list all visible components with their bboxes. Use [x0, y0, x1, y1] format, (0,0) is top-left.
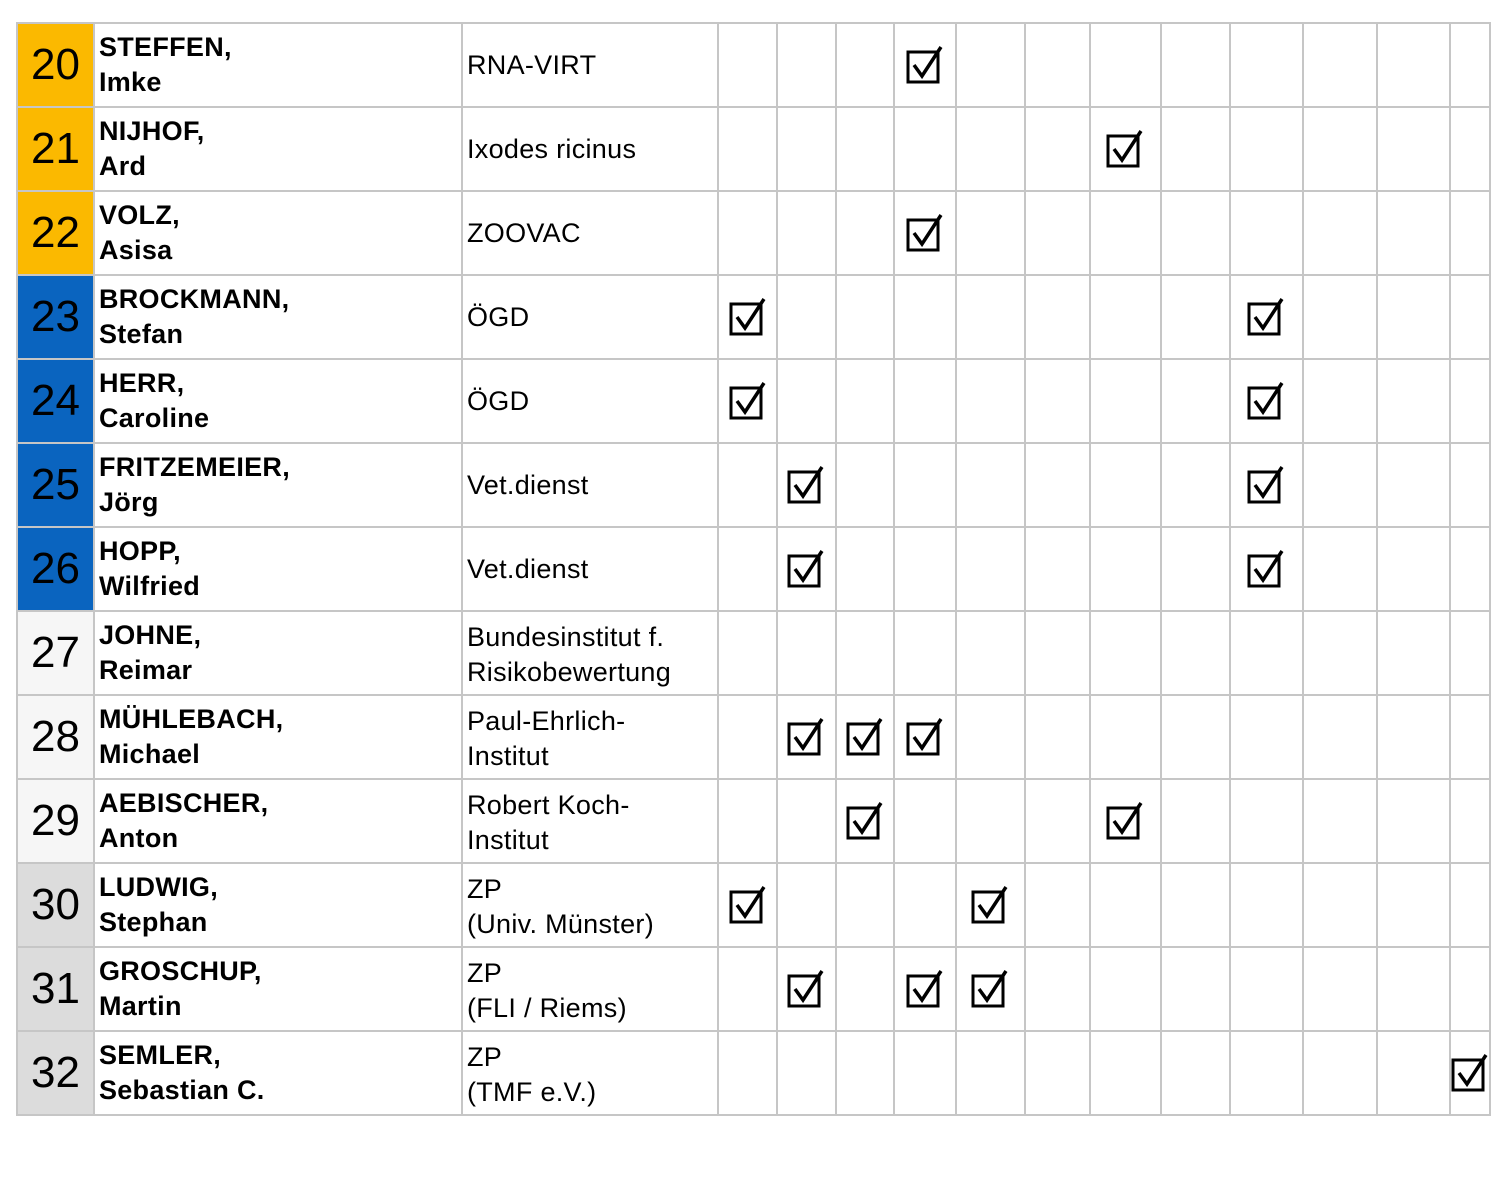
institution-line: ZOOVAC [466, 217, 581, 248]
table-row [17, 779, 1490, 863]
check-cell [777, 359, 835, 443]
check-cell [1025, 527, 1090, 611]
check-cell [777, 443, 835, 527]
check-cell [1161, 275, 1230, 359]
check-cell [1230, 443, 1303, 527]
check-cell [777, 107, 835, 191]
check-cell [1090, 1031, 1161, 1115]
check-cell [836, 527, 894, 611]
check-cell [777, 779, 835, 863]
checkbox-checked-icon [1247, 466, 1285, 504]
firstname: Jörg [98, 487, 159, 517]
check-cell [956, 527, 1025, 611]
participant-name [94, 359, 462, 443]
check-cell [1090, 527, 1161, 611]
checkbox-checked-icon [1106, 130, 1144, 168]
check-cell [777, 695, 835, 779]
check-cell [1450, 23, 1490, 107]
check-cell [894, 23, 956, 107]
check-cell [1025, 191, 1090, 275]
checkbox-checked-icon [729, 298, 767, 336]
institution-line: Paul-Ehrlich- [466, 706, 626, 736]
checkbox-checked-icon [729, 382, 767, 420]
check-cell [1303, 107, 1377, 191]
check-cell [1230, 107, 1303, 191]
firstname: Wilfried [98, 571, 201, 601]
participant-name [94, 191, 462, 275]
surname: MÜHLEBACH, [98, 704, 284, 734]
participant-name [94, 107, 462, 191]
check-cell [1303, 527, 1377, 611]
surname: STEFFEN, [98, 32, 232, 62]
check-cell [1303, 947, 1377, 1031]
institution-line: Risikobewertung [466, 657, 672, 687]
surname: VOLZ, [98, 200, 180, 230]
check-cell [1161, 527, 1230, 611]
participant-name [94, 611, 462, 695]
institution-line: (FLI / Riems) [466, 993, 627, 1023]
check-cell [1303, 1031, 1377, 1115]
firstname: Caroline [98, 403, 210, 433]
firstname: Ard [98, 151, 147, 181]
row-number: 27 [17, 611, 94, 695]
check-cell [718, 779, 777, 863]
check-cell [1450, 611, 1490, 695]
institution [462, 1031, 718, 1115]
checkbox-checked-icon [1106, 802, 1144, 840]
check-cell [894, 863, 956, 947]
check-cell [718, 23, 777, 107]
check-cell [1090, 107, 1161, 191]
participant-name [94, 527, 462, 611]
check-cell [956, 695, 1025, 779]
check-cell [894, 695, 956, 779]
check-cell [1377, 527, 1450, 611]
institution-line: (Univ. Münster) [466, 909, 654, 939]
checkbox-checked-icon [787, 718, 825, 756]
check-cell [956, 443, 1025, 527]
institution-line: ÖGD [466, 385, 530, 416]
check-cell [1450, 947, 1490, 1031]
checkbox-checked-icon [1247, 550, 1285, 588]
checkbox-checked-icon [906, 214, 944, 252]
check-cell [836, 275, 894, 359]
check-cell [1377, 23, 1450, 107]
check-cell [1377, 107, 1450, 191]
check-cell [1161, 779, 1230, 863]
table-row [17, 527, 1490, 611]
participant-name [94, 863, 462, 947]
check-cell [1161, 443, 1230, 527]
institution [462, 359, 718, 443]
institution-line: Institut [466, 825, 549, 855]
check-cell [1303, 779, 1377, 863]
surname: HERR, [98, 368, 185, 398]
firstname: Michael [98, 739, 201, 769]
institution [462, 275, 718, 359]
check-cell [1377, 947, 1450, 1031]
check-cell [1161, 1031, 1230, 1115]
check-cell [718, 359, 777, 443]
check-cell [1303, 443, 1377, 527]
check-cell [1161, 611, 1230, 695]
check-cell [1090, 779, 1161, 863]
institution [462, 611, 718, 695]
check-cell [1025, 695, 1090, 779]
firstname: Asisa [98, 235, 173, 265]
check-cell [1303, 191, 1377, 275]
participant-table [16, 22, 1491, 1116]
check-cell [956, 275, 1025, 359]
institution-line: Vet.dienst [466, 553, 589, 584]
institution-line: ZP [466, 1042, 503, 1072]
institution [462, 107, 718, 191]
check-cell [1450, 443, 1490, 527]
check-cell [836, 23, 894, 107]
check-cell [1161, 107, 1230, 191]
check-cell [956, 611, 1025, 695]
table-row [17, 443, 1490, 527]
check-cell [956, 107, 1025, 191]
check-cell [777, 1031, 835, 1115]
participant-name [94, 23, 462, 107]
check-cell [1450, 695, 1490, 779]
check-cell [777, 611, 835, 695]
institution [462, 23, 718, 107]
check-cell [718, 611, 777, 695]
check-cell [836, 359, 894, 443]
check-cell [1303, 359, 1377, 443]
check-cell [894, 611, 956, 695]
check-cell [1161, 191, 1230, 275]
check-cell [1025, 1031, 1090, 1115]
check-cell [777, 947, 835, 1031]
surname: GROSCHUP, [98, 956, 262, 986]
check-cell [1090, 863, 1161, 947]
participant-name [94, 443, 462, 527]
check-cell [718, 107, 777, 191]
surname: NIJHOF, [98, 116, 205, 146]
firstname: Martin [98, 991, 182, 1021]
institution [462, 947, 718, 1031]
check-cell [1450, 779, 1490, 863]
table-row [17, 107, 1490, 191]
check-cell [1450, 527, 1490, 611]
checkbox-checked-icon [906, 718, 944, 756]
check-cell [894, 779, 956, 863]
check-cell [894, 1031, 956, 1115]
institution-line: Institut [466, 741, 549, 771]
check-cell [1230, 695, 1303, 779]
check-cell [836, 947, 894, 1031]
table-row [17, 191, 1490, 275]
check-cell [1025, 611, 1090, 695]
firstname: Sebastian C. [98, 1075, 265, 1105]
row-number: 22 [17, 191, 94, 275]
check-cell [777, 191, 835, 275]
check-cell [1090, 23, 1161, 107]
check-cell [1377, 1031, 1450, 1115]
row-number: 26 [17, 527, 94, 611]
institution-line: Bundesinstitut f. [466, 622, 665, 652]
surname: JOHNE, [98, 620, 202, 650]
row-number: 24 [17, 359, 94, 443]
firstname: Imke [98, 67, 162, 97]
checkbox-checked-icon [846, 802, 884, 840]
check-cell [956, 359, 1025, 443]
firstname: Reimar [98, 655, 193, 685]
checkbox-checked-icon [1451, 1054, 1489, 1092]
checkbox-checked-icon [729, 886, 767, 924]
check-cell [1025, 359, 1090, 443]
checkbox-checked-icon [787, 970, 825, 1008]
check-cell [718, 527, 777, 611]
check-cell [1303, 695, 1377, 779]
institution-line: Vet.dienst [466, 469, 589, 500]
participant-name [94, 695, 462, 779]
check-cell [718, 695, 777, 779]
surname: AEBISCHER, [98, 788, 269, 818]
check-cell [1450, 275, 1490, 359]
check-cell [956, 863, 1025, 947]
table-row [17, 611, 1490, 695]
check-cell [1090, 695, 1161, 779]
surname: FRITZEMEIER, [98, 452, 291, 482]
firstname: Stefan [98, 319, 184, 349]
check-cell [1303, 863, 1377, 947]
participant-name [94, 947, 462, 1031]
row-number: 23 [17, 275, 94, 359]
check-cell [894, 947, 956, 1031]
check-cell [1025, 779, 1090, 863]
check-cell [1377, 611, 1450, 695]
check-cell [1450, 359, 1490, 443]
check-cell [956, 947, 1025, 1031]
check-cell [836, 863, 894, 947]
check-cell [777, 275, 835, 359]
check-cell [1230, 779, 1303, 863]
check-cell [1161, 863, 1230, 947]
surname: SEMLER, [98, 1040, 222, 1070]
check-cell [894, 527, 956, 611]
check-cell [956, 23, 1025, 107]
check-cell [1161, 23, 1230, 107]
check-cell [718, 275, 777, 359]
institution-line: (TMF e.V.) [466, 1077, 597, 1107]
institution-line: Ixodes ricinus [466, 133, 637, 164]
institution [462, 863, 718, 947]
check-cell [1377, 359, 1450, 443]
row-number: 21 [17, 107, 94, 191]
check-cell [718, 863, 777, 947]
check-cell [956, 191, 1025, 275]
check-cell [836, 611, 894, 695]
check-cell [1303, 23, 1377, 107]
check-cell [956, 779, 1025, 863]
check-cell [1450, 107, 1490, 191]
check-cell [1450, 191, 1490, 275]
check-cell [894, 443, 956, 527]
check-cell [1090, 611, 1161, 695]
check-cell [1377, 863, 1450, 947]
surname: HOPP, [98, 536, 181, 566]
check-cell [894, 191, 956, 275]
check-cell [836, 779, 894, 863]
check-cell [1090, 443, 1161, 527]
check-cell [1230, 359, 1303, 443]
participant-name [94, 779, 462, 863]
check-cell [718, 947, 777, 1031]
check-cell [1377, 695, 1450, 779]
check-cell [1230, 863, 1303, 947]
row-number: 28 [17, 695, 94, 779]
check-cell [1090, 359, 1161, 443]
checkbox-checked-icon [846, 718, 884, 756]
firstname: Anton [98, 823, 179, 853]
table-row [17, 863, 1490, 947]
check-cell [1090, 191, 1161, 275]
table-row [17, 947, 1490, 1031]
check-cell [836, 695, 894, 779]
check-cell [777, 527, 835, 611]
institution [462, 695, 718, 779]
institution-line: RNA-VIRT [466, 49, 597, 80]
institution-line: Robert Koch- [466, 790, 630, 820]
row-number: 25 [17, 443, 94, 527]
check-cell [718, 443, 777, 527]
check-cell [1303, 275, 1377, 359]
check-cell [1025, 947, 1090, 1031]
firstname: Stephan [98, 907, 208, 937]
checkbox-checked-icon [1247, 298, 1285, 336]
row-number: 31 [17, 947, 94, 1031]
check-cell [1450, 863, 1490, 947]
check-cell [1230, 275, 1303, 359]
check-cell [894, 275, 956, 359]
participant-name [94, 1031, 462, 1115]
table-row [17, 1031, 1490, 1115]
row-number: 30 [17, 863, 94, 947]
checkbox-checked-icon [906, 970, 944, 1008]
check-cell [1377, 779, 1450, 863]
institution [462, 191, 718, 275]
check-cell [1230, 947, 1303, 1031]
check-cell [1025, 275, 1090, 359]
surname: LUDWIG, [98, 872, 219, 902]
row-number: 29 [17, 779, 94, 863]
check-cell [956, 1031, 1025, 1115]
check-cell [1025, 107, 1090, 191]
institution-line: ZP [466, 874, 503, 904]
table-row [17, 275, 1490, 359]
row-number: 32 [17, 1031, 94, 1115]
check-cell [1230, 1031, 1303, 1115]
check-cell [1161, 359, 1230, 443]
check-cell [1230, 527, 1303, 611]
check-cell [1025, 443, 1090, 527]
check-cell [1230, 611, 1303, 695]
checkbox-checked-icon [971, 970, 1009, 1008]
check-cell [1230, 191, 1303, 275]
check-cell [718, 191, 777, 275]
check-cell [836, 191, 894, 275]
check-cell [1161, 947, 1230, 1031]
institution [462, 779, 718, 863]
checkbox-checked-icon [1247, 382, 1285, 420]
table-body [17, 23, 1490, 1115]
check-cell [777, 863, 835, 947]
checkbox-checked-icon [906, 46, 944, 84]
participant-name [94, 275, 462, 359]
check-cell [718, 1031, 777, 1115]
check-cell [836, 443, 894, 527]
checkbox-checked-icon [971, 886, 1009, 924]
check-cell [1025, 863, 1090, 947]
checkbox-checked-icon [787, 550, 825, 588]
check-cell [1450, 1031, 1490, 1115]
surname: BROCKMANN, [98, 284, 290, 314]
row-number: 20 [17, 23, 94, 107]
table-row [17, 23, 1490, 107]
check-cell [1303, 611, 1377, 695]
check-cell [1161, 695, 1230, 779]
institution-line: ZP [466, 958, 503, 988]
check-cell [1230, 23, 1303, 107]
institution [462, 443, 718, 527]
institution-line: ÖGD [466, 301, 530, 332]
check-cell [1377, 191, 1450, 275]
check-cell [1090, 275, 1161, 359]
check-cell [894, 359, 956, 443]
table-row [17, 695, 1490, 779]
check-cell [1377, 275, 1450, 359]
institution [462, 527, 718, 611]
check-cell [836, 1031, 894, 1115]
table-row [17, 359, 1490, 443]
check-cell [777, 23, 835, 107]
check-cell [1025, 23, 1090, 107]
checkbox-checked-icon [787, 466, 825, 504]
check-cell [1090, 947, 1161, 1031]
check-cell [1377, 443, 1450, 527]
check-cell [894, 107, 956, 191]
check-cell [836, 107, 894, 191]
